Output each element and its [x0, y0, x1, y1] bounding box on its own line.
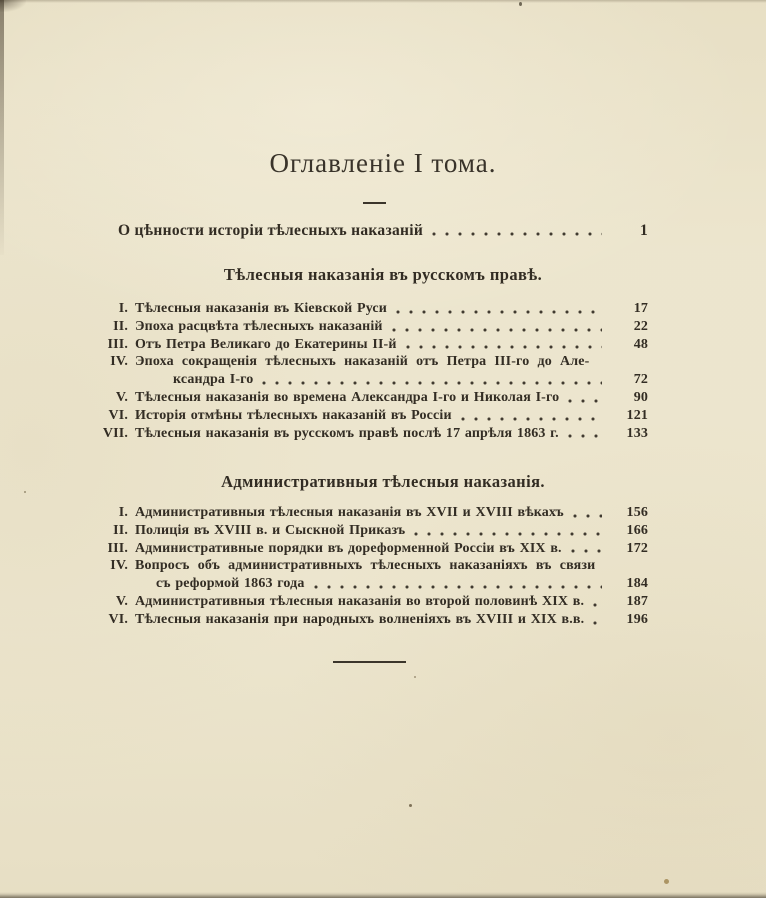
- dot-leader: [568, 398, 602, 404]
- entry-numeral: II.: [113, 522, 128, 538]
- entry-numeral: III.: [107, 336, 128, 352]
- entry-title: Административныя тѣлесныя наказанія во второй половинѣ XIX в.: [135, 593, 585, 609]
- scan-corner-smudge: [0, 0, 26, 12]
- entry-page-number: 166: [626, 522, 648, 538]
- toc-entry: [88, 336, 648, 354]
- entry-page-number: 72: [633, 372, 648, 388]
- entry-page-number: 121: [626, 407, 648, 423]
- toc-entry: [88, 300, 648, 318]
- toc-entry: [88, 389, 648, 407]
- toc-entry-line2: [88, 371, 648, 389]
- entry-page-number: 196: [626, 611, 648, 627]
- paper-fleck: [519, 2, 522, 6]
- entry-title: Эпоха сокращенія тѣлесныхъ наказаній отъ Петра III-го до Але-: [135, 354, 590, 370]
- entry-title: Эпоха расцвѣта тѣлесныхъ наказаній: [135, 318, 383, 334]
- page-title: Оглавленіе I тома.: [269, 148, 497, 178]
- entry-page-number: 17: [633, 301, 648, 316]
- dot-leader: [262, 380, 602, 386]
- entry-title: Тѣлесныя наказанія въ Кіевской Руси: [135, 301, 388, 316]
- entry-title: Отъ Петра Великаго до Екатерины II-й: [135, 336, 397, 352]
- toc-entry-wrapped: [88, 557, 648, 593]
- entry-title: Тѣлесныя наказанія въ русскомъ правѣ послѣ 17 апрѣля 1863 г.: [135, 425, 559, 441]
- toc-entry: [88, 407, 648, 425]
- paper-fleck: [414, 676, 416, 678]
- toc-entry-line1: [88, 353, 648, 371]
- entry-page-number: 187: [626, 593, 648, 609]
- entry-page-number: 48: [633, 336, 648, 352]
- toc-entry-line1: [88, 557, 648, 575]
- entry-title: Полиція въ XVIII в. и Сыскной Приказъ: [135, 522, 406, 538]
- entry-numeral: I.: [118, 301, 128, 316]
- dot-leader: [396, 309, 602, 315]
- section-divider-rule: [333, 661, 406, 663]
- entry-page-number: 172: [626, 540, 648, 556]
- entry-page-number: 22: [633, 318, 648, 334]
- scan-edge-left: [0, 0, 4, 255]
- entry-page-number: 1: [639, 222, 648, 239]
- entry-numeral: V.: [115, 389, 128, 405]
- dot-leader: [593, 620, 602, 626]
- entry-page-number: 156: [626, 505, 648, 520]
- entry-title-continuation: ксандра I-го: [173, 372, 254, 388]
- toc-entry: [88, 318, 648, 336]
- dot-leader: [414, 531, 602, 537]
- entry-numeral: IV.: [110, 354, 128, 370]
- scan-edge-bottom: [0, 892, 766, 898]
- entry-page-number: 90: [633, 389, 648, 405]
- dot-leader: [314, 584, 602, 590]
- toc-list-russian-law: [88, 300, 648, 442]
- entry-title: Тѣлесныя наказанія при народныхъ волненіяхъ въ XVIII и XIX в.в.: [135, 611, 585, 627]
- dot-leader: [432, 231, 602, 237]
- section-heading-administrative: Административныя тѣлесныя наказанія.: [221, 472, 545, 491]
- dot-leader: [571, 548, 602, 554]
- entry-numeral: II.: [113, 318, 128, 334]
- toc-entry: [88, 425, 648, 443]
- entry-title: Административные порядки въ дореформенной Россіи въ XIX в.: [135, 540, 562, 556]
- dot-leader: [568, 433, 602, 439]
- entry-page-number: 184: [626, 576, 648, 592]
- entry-numeral: VI.: [108, 407, 128, 423]
- toc-entry: [88, 522, 648, 540]
- dot-leader: [593, 602, 602, 608]
- entry-title: Тѣлесныя наказанія во времена Александра I-го и Николая I-го: [135, 389, 560, 405]
- dot-leader: [392, 327, 602, 333]
- title-rule: [363, 202, 386, 204]
- entry-numeral: VII.: [102, 425, 128, 441]
- toc-intro-entry: [88, 222, 648, 240]
- toc-entry-wrapped: [88, 353, 648, 389]
- entry-title-continuation: съ реформой 1863 года: [156, 576, 305, 592]
- toc-entry: [88, 540, 648, 558]
- toc-entry: [88, 611, 648, 629]
- entry-title: О цѣнности исторіи тѣлесныхъ наказаній: [118, 222, 424, 239]
- toc-entry: [88, 504, 648, 522]
- dot-leader: [406, 344, 602, 350]
- entry-numeral: I.: [118, 505, 128, 520]
- scan-edge-top: [0, 0, 766, 3]
- dot-leader: [573, 513, 602, 519]
- entry-title: Административныя тѣлесныя наказанія въ XVII и XVIII вѣкахъ: [135, 505, 564, 520]
- paper-fleck: [664, 879, 669, 884]
- dot-leader: [461, 416, 602, 422]
- entry-numeral: V.: [115, 593, 128, 609]
- entry-page-number: 133: [626, 425, 648, 441]
- entry-numeral: III.: [107, 540, 128, 556]
- toc-entry-line2: [88, 575, 648, 593]
- entry-numeral: VI.: [108, 611, 128, 627]
- entry-title: Вопросъ объ административныхъ тѣлесныхъ наказаніяхъ въ связи: [135, 558, 596, 574]
- toc-entry: [88, 593, 648, 611]
- section-heading-russian-law: Тѣлесныя наказанія въ русскомъ правѣ.: [223, 265, 543, 284]
- paper-fleck: [409, 804, 412, 807]
- entry-title: Исторія отмѣны тѣлесныхъ наказаній въ Россіи: [135, 407, 452, 423]
- entry-numeral: IV.: [110, 558, 128, 574]
- toc-list-administrative: [88, 504, 648, 629]
